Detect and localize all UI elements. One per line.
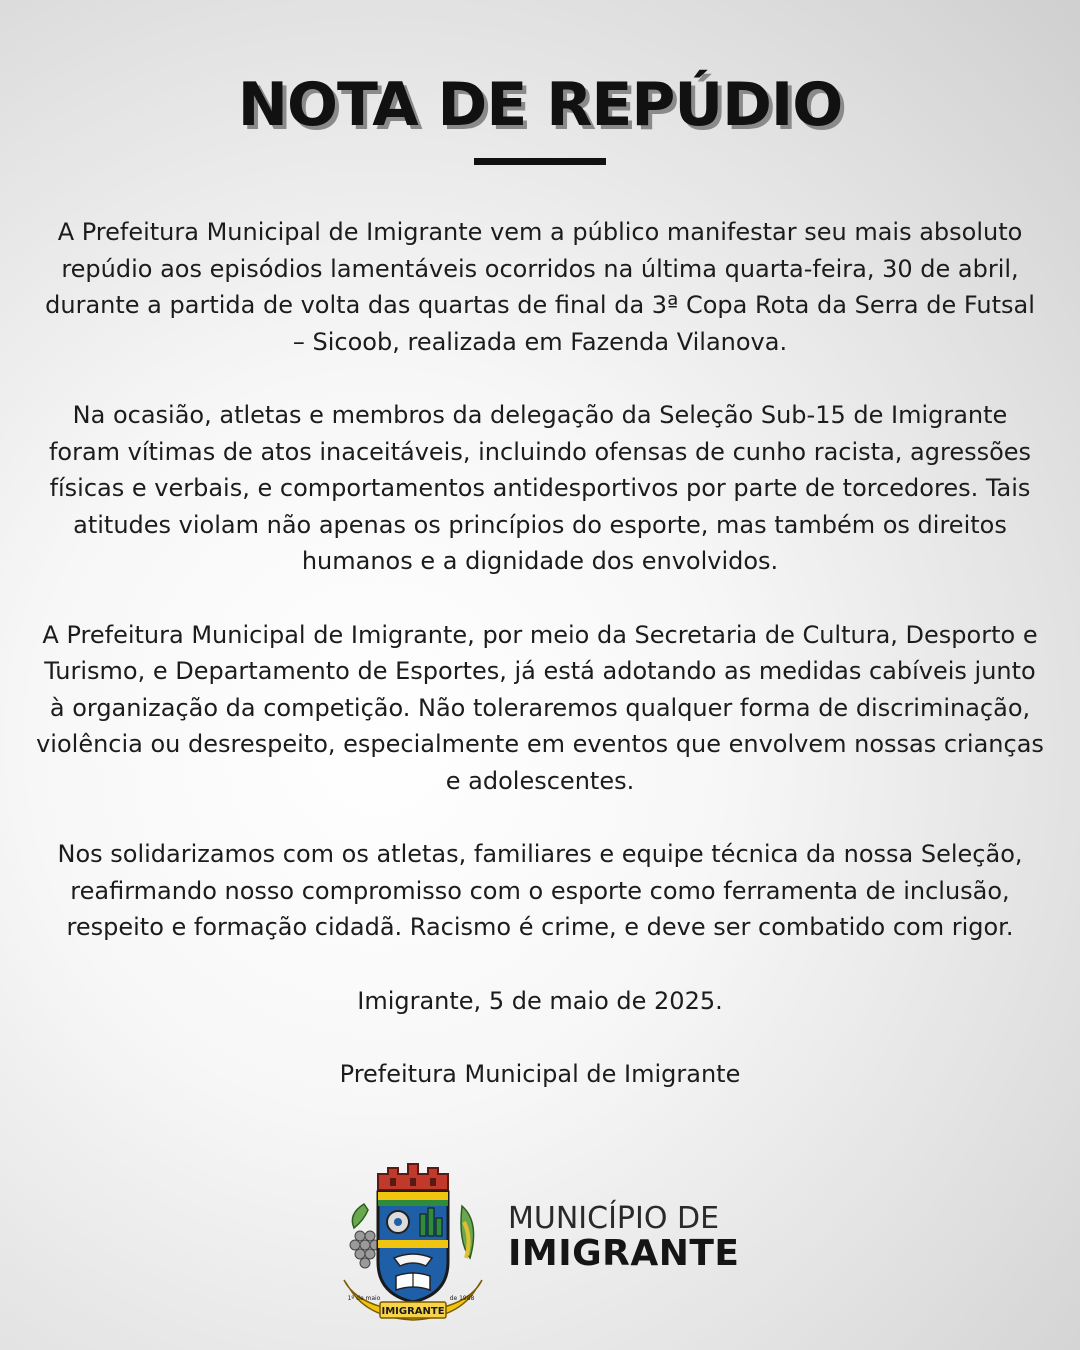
page-title: NOTA DE REPÚDIO [237,70,843,140]
title-underline [474,158,606,165]
wordmark-line-2: IMIGRANTE [508,1233,740,1274]
municipality-logo [338,1162,758,1322]
paragraph-2: Na ocasião, atletas e membros da delegação da Seleção Sub-15 de Imigrante foram vítimas de atos inaceitáveis, incluindo ofensas de cunho racista, agressões físicas e verbais, e comportamentos antidesportivos por parte de torcedores. Tais atitudes violam não apenas os princípios do esporte, mas também os direitos humanos e a dignidade dos envolvidos. [48,401,1032,575]
paragraph-3: A Prefeitura Municipal de Imigrante, por meio da Secretaria de Cultura, Desporto e Turismo, e Departamento de Esportes, já está adotando as medidas cabíveis junto à organização da competição. Não toleraremos qualquer forma de discriminação, violência ou desrespeito, especialmente em eventos que envolvem nossas crianças e adolescentes. [36,620,1044,795]
crest-ribbon-left: 1º de maio [347,1295,381,1302]
crest-ribbon-right: de 1988 [449,1295,475,1302]
crest-banner-text: IMIGRANTE [381,1306,445,1317]
logo-wordmark [508,1201,740,1274]
signature: Prefeitura Municipal de Imigrante [339,1060,741,1088]
statement-body [36,214,1044,1130]
date-line: Imigrante, 5 de maio de 2025. [357,986,723,1015]
paragraph-1: A Prefeitura Municipal de Imigrante vem a público manifestar seu mais absoluto repúdio aos episódios lamentáveis ocorridos na última quarta-feira, 30 de abril, durante a partida de volta das quartas de final da 3ª Copa Rota da Serra de Futsal – Sicoob, realizada em Fazenda Vilanova. [45,218,1035,356]
wordmark-line-1: MUNICÍPIO DE [508,1201,720,1236]
coat-of-arms-icon [338,1162,488,1322]
paragraph-4: Nos solidarizamos com os atletas, familiares e equipe técnica da nossa Seleção, reafirmando nosso compromisso com o esporte como ferramenta de inclusão, respeito e formação cidadã. Racismo é crime, e deve ser combatido com rigor. [57,840,1023,941]
